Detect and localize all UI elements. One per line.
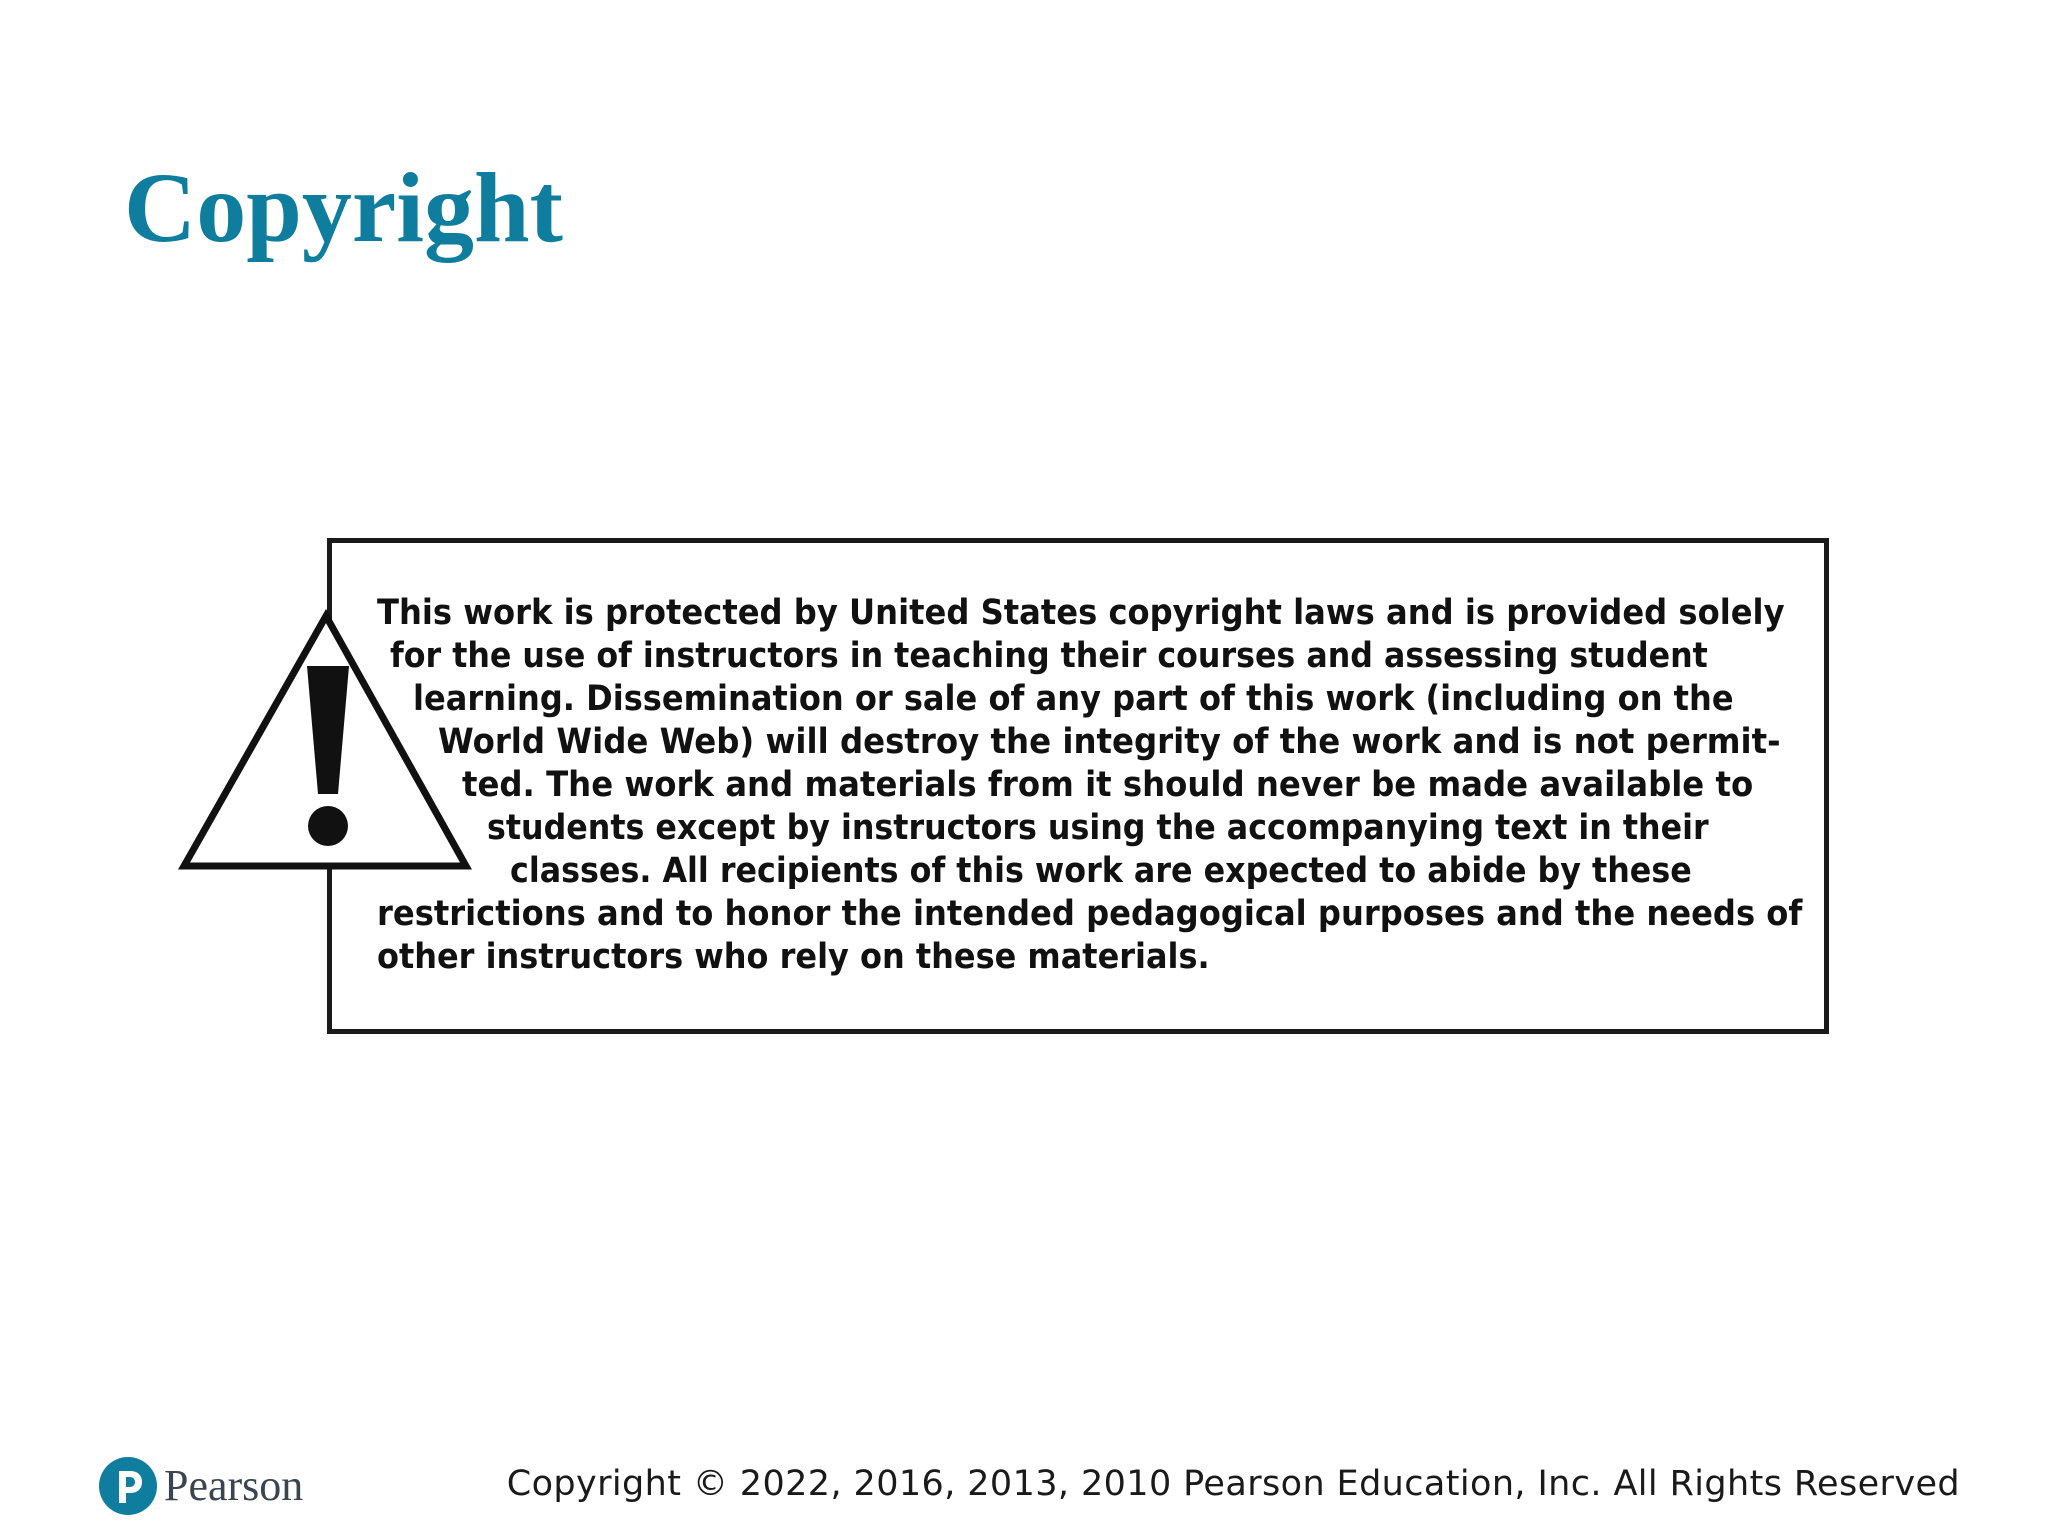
notice-line: ted. The work and materials from it should never be made available to — [462, 765, 1754, 805]
notice-line: classes. All recipients of this work are expected to abide by these — [510, 851, 1692, 891]
pearson-logo — [98, 1456, 303, 1516]
slide-title: Copyright — [124, 152, 563, 263]
notice-line: students except by instructors using the accompanying text in their — [487, 808, 1709, 848]
notice-line: restrictions and to honor the intended pedagogical purposes and the needs of — [377, 894, 1803, 934]
pearson-wordmark: Pearson — [164, 1461, 304, 1510]
notice-line: other instructors who rely on these materials. — [377, 937, 1210, 977]
notice-line: learning. Dissemination or sale of any part of this work (including on the — [413, 679, 1734, 719]
footer-copyright: Copyright © 2022, 2016, 2013, 2010 Pearson Education, Inc. All Rights Reserved — [506, 1464, 1960, 1504]
notice-line: This work is protected by United States copyright laws and is provided solely — [377, 593, 1785, 633]
pearson-logo-icon — [98, 1456, 158, 1516]
notice-line: for the use of instructors in teaching their courses and assessing student — [390, 636, 1708, 676]
notice-line: World Wide Web) will destroy the integrity of the work and is not permit- — [438, 722, 1781, 762]
